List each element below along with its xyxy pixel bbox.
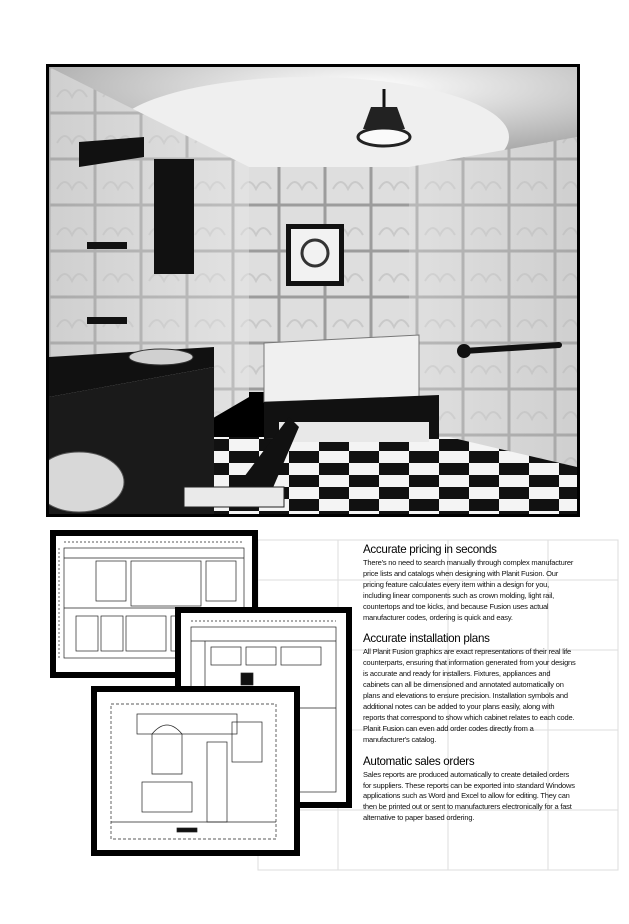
section-body: All Planit Fusion graphics are exact representations of their real life counterparts, ensuring that information generated from your designs is accurate and ready for installers. Fixtures, appliances and cabinets can all be dimensioned and annotated automatically on plans and elevations to ensure precision. Installation symbols and additional notes can be added to your plans easily, along with reports that correspond to show which cabinet relates to each code. Planit Fusion can even add order codes directly from a manufacturer's catalog. [363,647,576,744]
section-title: Automatic sales orders [363,754,475,768]
section-body: There's no need to search manually through complex manufacturer price lists and catalogs when designing with Planit Fusion. Our pricing feature calculates every item within a design for you, including linear components such as crown molding, light rail, countertops and toe kicks, and because Fusion uses actual manufacturer codes, ordering is quick and easy. [363,558,574,622]
section-pricing [363,543,578,623]
plan-thumbnail-floor [91,686,300,856]
section-title: Accurate installation plans [363,632,490,646]
section-body: Sales reports are produced automatically to create detailed orders for suppliers. These reports can be exported into standard Windows applications such as Word and Excel to allow for editing. They can then be printed out or sent to manufacturers electronically for a fast alternative to paper based ordering. [363,769,575,823]
kitchen-floor-plan-icon [97,692,294,850]
section-title: Accurate pricing in seconds [363,543,497,556]
section-sales-orders [363,755,578,825]
bathroom-rendering-icon [49,67,577,514]
features-text-column [363,543,578,833]
section-installation [363,632,578,745]
bathroom-rendering-image [46,64,580,517]
